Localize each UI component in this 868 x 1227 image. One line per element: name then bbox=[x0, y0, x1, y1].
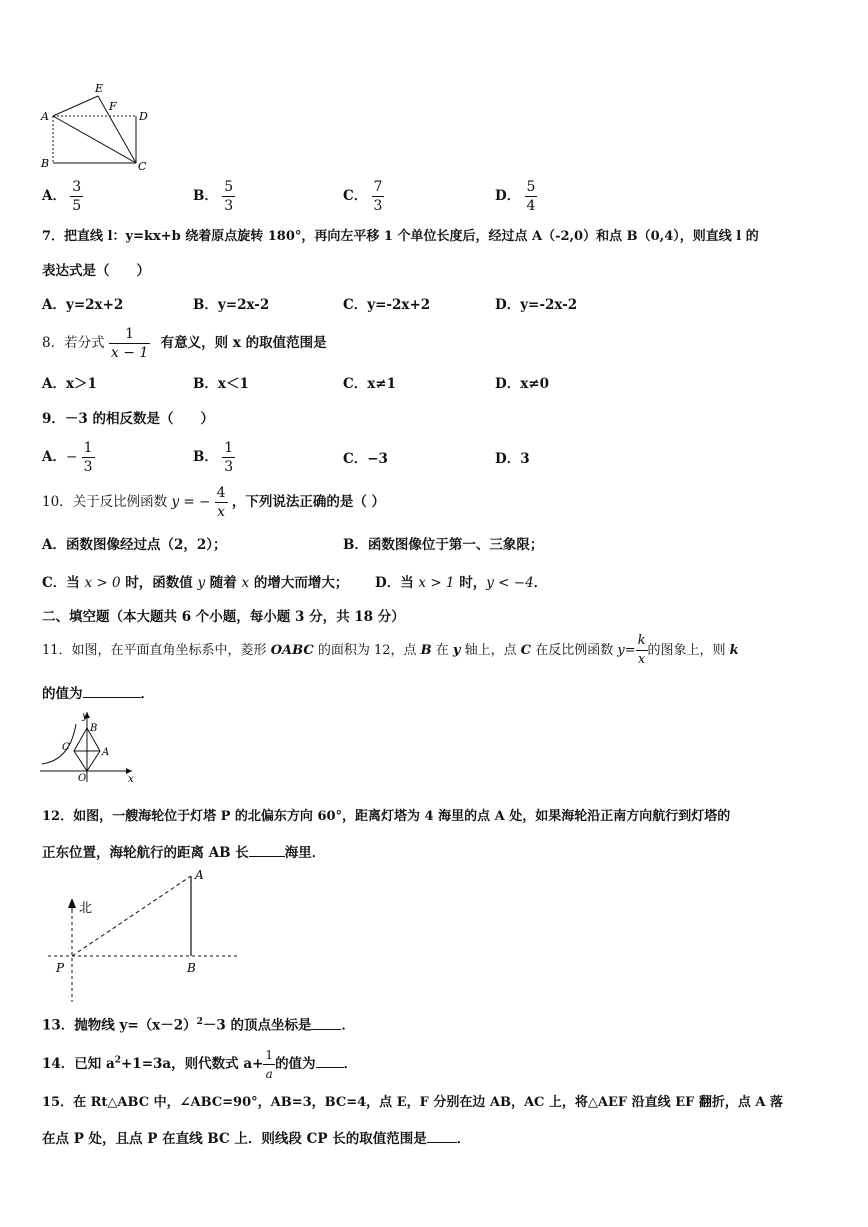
q10-question: 10．关于反比例函数 y = − $\frac{4}{x}$ ，下列说法正确的是（ ） bbox=[42, 485, 386, 520]
answer-blank[interactable] bbox=[427, 1128, 457, 1143]
q9-question: 9．－3 的相反数是（ ） bbox=[42, 411, 214, 427]
fraction: $\frac{k}{x}$ bbox=[637, 633, 646, 667]
q10-option-a: A．函数图像经过点（2，2）； bbox=[42, 537, 227, 553]
q7-option-c: C．y=-2x+2 bbox=[343, 297, 431, 313]
q9-option-c: C．−3 bbox=[343, 451, 388, 467]
fig6-label-f: F bbox=[109, 100, 117, 113]
fig11-label-o: O bbox=[78, 773, 87, 784]
q12-line2: 正东位置，海轮航行的距离 AB 长 海里． bbox=[42, 842, 325, 862]
q7-option-a: A．y=2x+2 bbox=[42, 297, 124, 313]
q11-line1: 11．如图，在平面直角坐标系中，菱形 OABC 的面积为 12，点 B 在 y 轴上，点 C 在反比例函数 y= $\frac{k}{x}$ 的图象上，则 k bbox=[42, 633, 739, 667]
q15-line2: 在点 P 处，且点 P 在直线 BC 上．则线段 CP 长的取值范围是 ． bbox=[42, 1128, 470, 1148]
fraction: $\frac{5}{4}$ bbox=[526, 179, 536, 214]
fig11-label-c: C bbox=[62, 742, 70, 753]
fig11-label-x: x bbox=[128, 774, 134, 785]
q10-option-c: C．当 x > 0 时，函数值 y 随着 x 的增大而增大； bbox=[42, 575, 349, 591]
q6-option-b bbox=[193, 178, 235, 215]
q8-post: 有意义，则 x 的取值范围是 bbox=[160, 335, 327, 351]
q10-option-b: B．函数图像位于第一、三象限； bbox=[343, 537, 544, 553]
fraction: $\frac{5}{3}$ bbox=[224, 179, 234, 214]
fig12-label-p: P bbox=[56, 961, 65, 975]
answer-blank[interactable] bbox=[316, 1053, 344, 1068]
q8-question bbox=[42, 325, 327, 362]
fig6-label-e: E bbox=[95, 82, 104, 95]
q7-option-d: D．y=-2x-2 bbox=[495, 297, 578, 313]
fraction: $\frac{1}{3}$ bbox=[83, 440, 93, 475]
fraction: $\frac{1}{a}$ bbox=[265, 1048, 274, 1081]
fraction: $\frac{3}{5}$ bbox=[72, 179, 82, 214]
fraction: $\frac{7}{3}$ bbox=[373, 179, 383, 214]
q11-line2: 的值为 ． bbox=[42, 683, 154, 703]
q14-question: 14．已知 $a^2+1=3a$，则代数式 a+ $\frac{1}{a}$ 的值为 ． bbox=[42, 1048, 358, 1081]
option-label: C． bbox=[343, 188, 368, 204]
q11-figure bbox=[36, 708, 146, 786]
answer-blank[interactable] bbox=[249, 842, 285, 857]
section-heading: 二、填空题（本大题共 6 个小题，每小题 3 分，共 18 分） bbox=[42, 609, 405, 625]
fig6-label-c: C bbox=[138, 160, 147, 173]
fig12-label-b: B bbox=[187, 961, 196, 975]
q6-option-d bbox=[495, 178, 537, 215]
option-label: B． bbox=[193, 188, 218, 204]
option-label: D． bbox=[495, 188, 521, 204]
q6-figure bbox=[36, 80, 166, 175]
q9-option-b: B． $\frac{1}{3}$ bbox=[193, 440, 234, 475]
fig11-label-a: A bbox=[102, 747, 110, 758]
q7-line1: 7．把直线 l：y=kx+b 绕着原点旋转 180°，再向左平移 1 个单位长度后，经过点 A（-2,0）和点 B（0,4），则直线 l 的 bbox=[42, 229, 759, 244]
q8-option-a: A．x＞1 bbox=[42, 376, 97, 392]
fig12-label-a: A bbox=[195, 868, 204, 882]
fig11-label-y: y bbox=[82, 711, 88, 722]
q9-option-d: D．3 bbox=[495, 451, 530, 467]
q8-option-b: B．x＜1 bbox=[193, 376, 249, 392]
fraction: $\frac{1}{3}$ bbox=[224, 440, 234, 475]
q8-option-c: C．x≠1 bbox=[343, 376, 396, 392]
q12-figure bbox=[44, 862, 244, 1007]
q15-line1: 15．在 Rt△ABC 中，∠ABC=90°，AB=3，BC=4，点 E，F 分别在边 AB，AC 上，将△AEF 沿直线 EF 翻折，点 A 落 bbox=[42, 1095, 784, 1110]
north-label: 北 bbox=[79, 901, 93, 916]
q12-line1: 12．如图，一艘海轮位于灯塔 P 的北偏东方向 60°，距离灯塔为 4 海里的点 A 处，如果海轮沿正南方向航行到灯塔的 bbox=[42, 809, 731, 824]
answer-blank[interactable] bbox=[83, 683, 141, 698]
answer-blank[interactable] bbox=[311, 1015, 341, 1030]
fig6-label-b: B bbox=[41, 157, 50, 170]
q10-option-d: D．当 x > 1 时，y < −4． bbox=[375, 575, 548, 591]
q13-question: 13．抛物线 $y=(x-2)^2-3$ 的顶点坐标是 ． bbox=[42, 1013, 355, 1035]
q6-option-c bbox=[343, 178, 384, 215]
fig6-label-d: D bbox=[139, 110, 148, 123]
q8-pre: 8．若分式 bbox=[42, 335, 105, 351]
fig11-label-b: B bbox=[90, 723, 98, 734]
q6-option-a bbox=[42, 178, 83, 215]
q8-fraction: $\frac{1}{x - 1}$ bbox=[110, 326, 149, 361]
fraction: $\frac{4}{x}$ bbox=[216, 485, 226, 520]
q7-line2: 表达式是（ ） bbox=[42, 263, 150, 279]
option-label: A． bbox=[42, 188, 66, 204]
q9-option-a: A．− $\frac{1}{3}$ bbox=[42, 440, 93, 475]
q8-option-d: D．x≠0 bbox=[495, 376, 549, 392]
fig6-label-a: A bbox=[41, 110, 49, 123]
q7-option-b: B．y=2x-2 bbox=[193, 297, 270, 313]
